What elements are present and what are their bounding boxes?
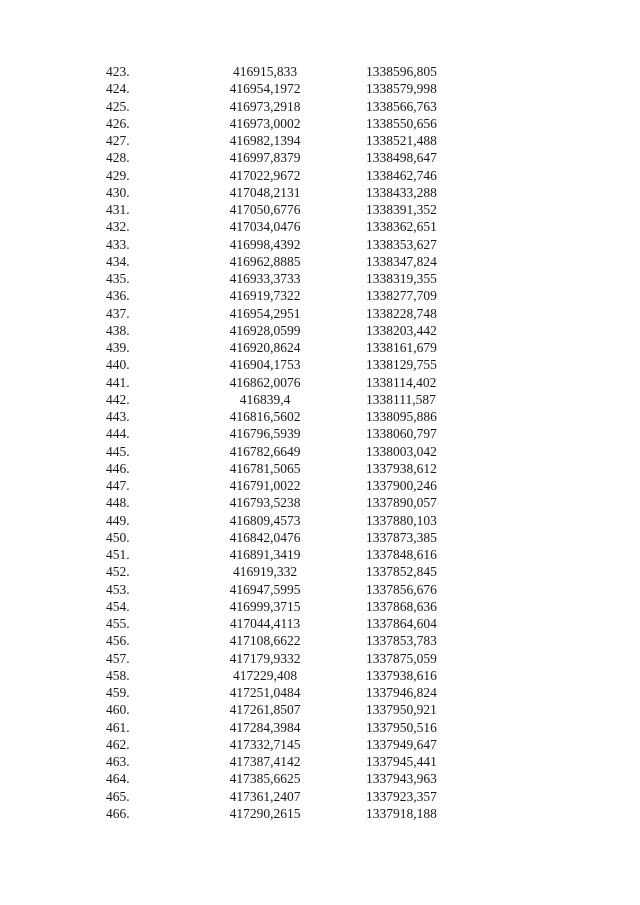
table-row bbox=[0, 184, 640, 201]
y-coordinate: 1337949,647 bbox=[366, 736, 437, 752]
y-coordinate: 1337938,612 bbox=[366, 460, 437, 476]
table-row bbox=[0, 529, 640, 546]
point-number: 440. bbox=[106, 357, 130, 373]
table-row bbox=[0, 546, 640, 563]
x-coordinate: 416842,0476 bbox=[229, 529, 301, 545]
y-coordinate: 1337938,616 bbox=[366, 667, 437, 683]
point-number: 430. bbox=[106, 184, 130, 200]
x-coordinate: 416928,0599 bbox=[229, 322, 301, 338]
point-number: 464. bbox=[106, 771, 130, 787]
x-coordinate: 416816,5602 bbox=[229, 409, 301, 424]
table-row bbox=[0, 80, 640, 97]
table-row bbox=[0, 132, 640, 149]
table-row bbox=[0, 167, 640, 184]
y-coordinate: 1337946,824 bbox=[366, 685, 437, 700]
table-row bbox=[0, 770, 640, 787]
point-number: 439. bbox=[106, 340, 130, 355]
table-row bbox=[0, 218, 640, 235]
x-coordinate: 416973,0002 bbox=[229, 115, 301, 131]
y-coordinate: 1338111,587 bbox=[366, 391, 436, 407]
y-coordinate: 1338550,656 bbox=[366, 115, 437, 131]
point-number: 450. bbox=[106, 529, 130, 545]
point-number: 462. bbox=[106, 736, 130, 752]
table-row bbox=[0, 339, 640, 356]
x-coordinate: 416973,2918 bbox=[229, 98, 301, 114]
point-number: 436. bbox=[106, 288, 130, 304]
x-coordinate: 416998,4392 bbox=[229, 236, 301, 252]
y-coordinate: 1338114,402 bbox=[366, 374, 437, 390]
y-coordinate: 1337848,616 bbox=[366, 547, 437, 562]
table-row bbox=[0, 63, 640, 80]
point-number: 424. bbox=[106, 81, 130, 97]
coordinate-table bbox=[0, 63, 640, 822]
y-coordinate: 1337853,783 bbox=[366, 633, 437, 649]
x-coordinate: 416915,833 bbox=[232, 64, 298, 79]
table-row bbox=[0, 477, 640, 494]
y-coordinate: 1337923,357 bbox=[366, 788, 437, 804]
y-coordinate: 1338161,679 bbox=[366, 340, 437, 355]
point-number: 458. bbox=[106, 667, 130, 683]
point-number: 456. bbox=[106, 633, 130, 649]
point-number: 427. bbox=[106, 133, 130, 148]
y-coordinate: 1337864,604 bbox=[366, 616, 437, 631]
y-coordinate: 1338498,647 bbox=[366, 150, 437, 166]
point-number: 454. bbox=[106, 598, 130, 614]
table-row bbox=[0, 753, 640, 770]
table-row bbox=[0, 615, 640, 632]
table-row bbox=[0, 374, 640, 391]
table-row bbox=[0, 443, 640, 460]
y-coordinate: 1337943,963 bbox=[366, 771, 437, 787]
y-coordinate: 1338353,627 bbox=[366, 236, 437, 252]
table-row bbox=[0, 701, 640, 718]
x-coordinate: 416962,8885 bbox=[229, 253, 301, 269]
x-coordinate: 417284,3984 bbox=[229, 719, 301, 735]
point-number: 453. bbox=[106, 581, 130, 597]
y-coordinate: 1338579,998 bbox=[366, 81, 437, 97]
table-row bbox=[0, 425, 640, 442]
x-coordinate: 417034,0476 bbox=[229, 219, 301, 235]
x-coordinate: 417048,2131 bbox=[229, 184, 301, 200]
x-coordinate: 417229,408 bbox=[232, 667, 298, 683]
table-row bbox=[0, 287, 640, 304]
y-coordinate: 1338391,352 bbox=[366, 202, 437, 217]
y-coordinate: 1337945,441 bbox=[366, 754, 437, 769]
y-coordinate: 1338060,797 bbox=[366, 426, 437, 442]
point-number: 463. bbox=[106, 754, 130, 769]
table-row bbox=[0, 305, 640, 322]
x-coordinate: 416793,5238 bbox=[229, 495, 301, 511]
point-number: 434. bbox=[106, 253, 130, 269]
x-coordinate: 416891,3419 bbox=[229, 547, 301, 562]
x-coordinate: 416904,1753 bbox=[229, 357, 301, 373]
x-coordinate: 416919,7322 bbox=[229, 288, 301, 304]
point-number: 442. bbox=[106, 391, 130, 407]
table-row bbox=[0, 270, 640, 287]
y-coordinate: 1338319,355 bbox=[366, 271, 437, 286]
y-coordinate: 1338095,886 bbox=[366, 409, 437, 424]
table-row bbox=[0, 253, 640, 270]
table-row bbox=[0, 805, 640, 822]
x-coordinate: 417361,2407 bbox=[229, 788, 301, 804]
table-row bbox=[0, 650, 640, 667]
x-coordinate: 417261,8507 bbox=[229, 702, 301, 718]
point-number: 447. bbox=[106, 478, 130, 493]
point-number: 448. bbox=[106, 495, 130, 511]
y-coordinate: 1338596,805 bbox=[366, 64, 437, 79]
point-number: 437. bbox=[106, 305, 130, 321]
y-coordinate: 1337856,676 bbox=[366, 581, 437, 597]
x-coordinate: 416809,4573 bbox=[229, 512, 301, 528]
point-number: 455. bbox=[106, 616, 130, 631]
table-row bbox=[0, 98, 640, 115]
x-coordinate: 416997,8379 bbox=[229, 150, 301, 166]
x-coordinate: 417332,7145 bbox=[229, 736, 301, 752]
x-coordinate: 417385,6625 bbox=[229, 771, 301, 787]
point-number: 445. bbox=[106, 443, 130, 459]
y-coordinate: 1338203,442 bbox=[366, 322, 437, 338]
table-row bbox=[0, 563, 640, 580]
point-number: 466. bbox=[106, 805, 130, 821]
x-coordinate: 416920,8624 bbox=[229, 340, 301, 355]
table-row bbox=[0, 322, 640, 339]
point-number: 452. bbox=[106, 564, 130, 580]
point-number: 459. bbox=[106, 685, 130, 700]
y-coordinate: 1337900,246 bbox=[366, 478, 437, 493]
y-coordinate: 1337950,921 bbox=[366, 702, 437, 718]
x-coordinate: 416999,3715 bbox=[229, 598, 301, 614]
point-number: 431. bbox=[106, 202, 130, 217]
table-row bbox=[0, 460, 640, 477]
x-coordinate: 417290,2615 bbox=[229, 805, 301, 821]
point-number: 425. bbox=[106, 98, 130, 114]
x-coordinate: 416947,5995 bbox=[229, 581, 301, 597]
x-coordinate: 416954,1972 bbox=[229, 81, 301, 97]
y-coordinate: 1337890,057 bbox=[366, 495, 437, 511]
y-coordinate: 1338003,042 bbox=[366, 443, 437, 459]
y-coordinate: 1338362,651 bbox=[366, 219, 437, 235]
table-row bbox=[0, 149, 640, 166]
y-coordinate: 1338521,488 bbox=[366, 133, 437, 148]
x-coordinate: 416933,3733 bbox=[229, 271, 301, 286]
x-coordinate: 416782,6649 bbox=[229, 443, 301, 459]
x-coordinate: 417022,9672 bbox=[229, 167, 301, 183]
y-coordinate: 1337880,103 bbox=[366, 512, 437, 528]
x-coordinate: 416781,5065 bbox=[229, 460, 301, 476]
y-coordinate: 1338277,709 bbox=[366, 288, 437, 304]
table-row bbox=[0, 115, 640, 132]
table-row bbox=[0, 201, 640, 218]
table-row bbox=[0, 236, 640, 253]
point-number: 438. bbox=[106, 322, 130, 338]
x-coordinate: 416796,5939 bbox=[229, 426, 301, 442]
x-coordinate: 417050,6776 bbox=[229, 202, 301, 217]
point-number: 423. bbox=[106, 64, 130, 79]
point-number: 441. bbox=[106, 374, 130, 390]
y-coordinate: 1338129,755 bbox=[366, 357, 437, 373]
point-number: 433. bbox=[106, 236, 130, 252]
x-coordinate: 417044,4113 bbox=[229, 616, 301, 631]
y-coordinate: 1337875,059 bbox=[366, 650, 437, 666]
point-number: 457. bbox=[106, 650, 130, 666]
x-coordinate: 417251,0484 bbox=[229, 685, 301, 700]
y-coordinate: 1338347,824 bbox=[366, 253, 437, 269]
table-row bbox=[0, 494, 640, 511]
x-coordinate: 416982,1394 bbox=[229, 133, 301, 148]
y-coordinate: 1338228,748 bbox=[366, 305, 437, 321]
table-row bbox=[0, 684, 640, 701]
y-coordinate: 1338462,746 bbox=[366, 167, 437, 183]
y-coordinate: 1337918,188 bbox=[366, 805, 437, 821]
point-number: 465. bbox=[106, 788, 130, 804]
point-number: 435. bbox=[106, 271, 130, 286]
table-row bbox=[0, 667, 640, 684]
table-row bbox=[0, 788, 640, 805]
x-coordinate: 416919,332 bbox=[232, 564, 298, 580]
y-coordinate: 1337868,636 bbox=[366, 598, 437, 614]
point-number: 426. bbox=[106, 115, 130, 131]
table-row bbox=[0, 512, 640, 529]
y-coordinate: 1338566,763 bbox=[366, 98, 437, 114]
x-coordinate: 417108,6622 bbox=[229, 633, 301, 649]
point-number: 451. bbox=[106, 547, 130, 562]
y-coordinate: 1337950,516 bbox=[366, 719, 437, 735]
point-number: 460. bbox=[106, 702, 130, 718]
x-coordinate: 416791,0022 bbox=[229, 478, 301, 493]
y-coordinate: 1337873,385 bbox=[366, 529, 437, 545]
table-row bbox=[0, 408, 640, 425]
point-number: 429. bbox=[106, 167, 130, 183]
table-row bbox=[0, 632, 640, 649]
table-row bbox=[0, 581, 640, 598]
point-number: 428. bbox=[106, 150, 130, 166]
table-row bbox=[0, 356, 640, 373]
point-number: 446. bbox=[106, 460, 130, 476]
x-coordinate: 416862,0076 bbox=[229, 374, 301, 390]
table-row bbox=[0, 719, 640, 736]
y-coordinate: 1337852,845 bbox=[366, 564, 437, 580]
point-number: 432. bbox=[106, 219, 130, 235]
table-row bbox=[0, 391, 640, 408]
point-number: 449. bbox=[106, 512, 130, 528]
point-number: 443. bbox=[106, 409, 130, 424]
x-coordinate: 416954,2951 bbox=[229, 305, 301, 321]
point-number: 444. bbox=[106, 426, 130, 442]
table-row bbox=[0, 598, 640, 615]
point-number: 461. bbox=[106, 719, 130, 735]
x-coordinate: 417179,9332 bbox=[229, 650, 301, 666]
y-coordinate: 1338433,288 bbox=[366, 184, 437, 200]
table-row bbox=[0, 736, 640, 753]
x-coordinate: 416839,4 bbox=[239, 391, 291, 407]
x-coordinate: 417387,4142 bbox=[229, 754, 301, 769]
